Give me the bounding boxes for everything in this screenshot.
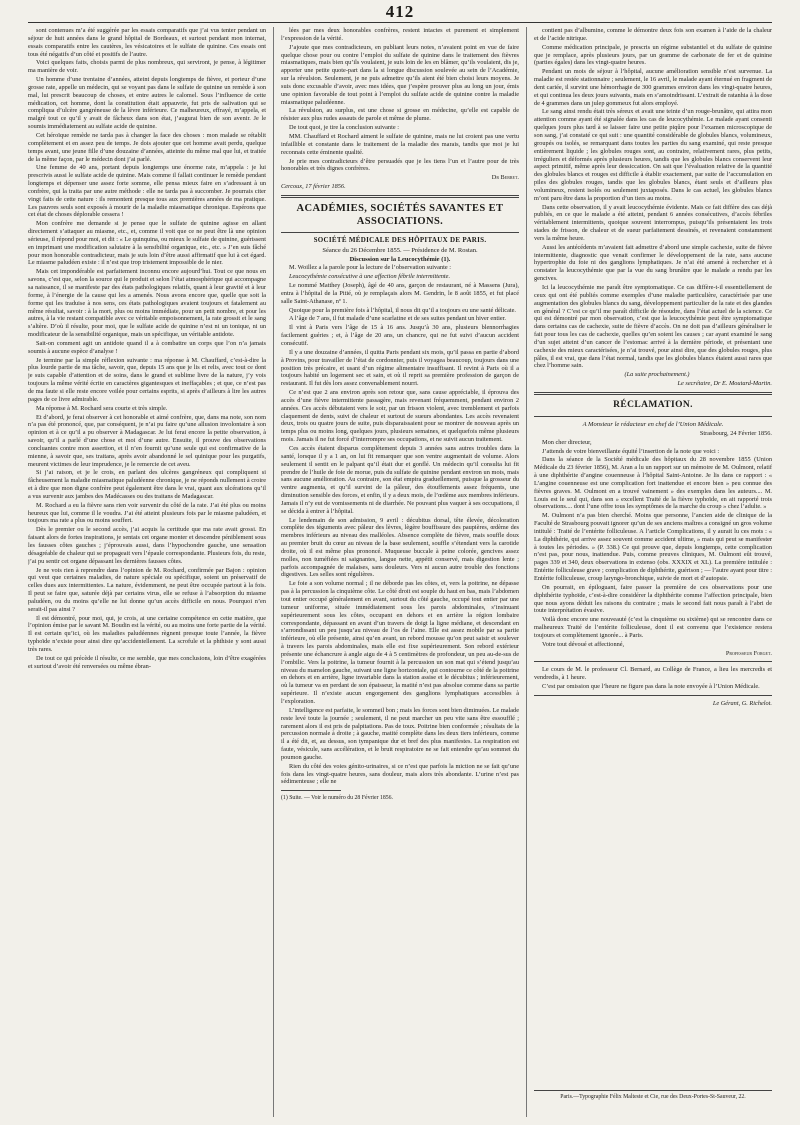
observation-body bbox=[281, 282, 519, 786]
paragraph: De tout ce qui précède il résulte, ce me semble, que mes conclusions, loin d’être exagérées et surtout d’avoir été renversées ou même ébran- bbox=[28, 654, 266, 670]
letter-salutation: Mon cher directeur, bbox=[542, 438, 592, 446]
header-rule bbox=[28, 22, 772, 23]
section-rule bbox=[534, 661, 772, 662]
letter-dateline: Strasbourg, 24 Février 1856. bbox=[699, 429, 772, 437]
letter-signature: Professeur Forget. bbox=[725, 649, 772, 657]
course-notice: Le cours de M. le professeur Cl. Bernard, au Collège de France, a lieu les mercredis et vendredis, à 1 heure. bbox=[534, 666, 772, 682]
intro-line: M. Woillez a la parole pour la lecture de l’observation suivante : bbox=[289, 264, 451, 272]
paragraph: M. Rochard a eu la fièvre sans rien voir survenir du côté de la rate. J’ai été plus ou moins heureux que lui, comme il le voudra. J’ai été atteint plusieurs fois par le miasme paludéen, et toujours ma rate a plus ou moins souffert. bbox=[28, 501, 266, 525]
paragraph: Il vint à Paris vers l’âge de 15 à 16 ans. Jusqu’à 30 ans, plusieurs blennorrhagies facilement guéries ; et, à l’âge de 20 ans, un chancre, qui ne fut suivi d’aucun accident consécutif. bbox=[281, 324, 519, 347]
paragraph: Une femme de 40 ans, portant depuis longtemps une énorme rate, m’appela : je lui prescrivis aussi le sulfate acide de quinine. Mais comme il fallait continuer le remède pendant longtemps et dépenser une assez forte somme, elle pensa mieux faire en s’adressant à un confrère, qui la traita par une autre méthode : elle ne tarda pas à succomber. Je pourrais citer vingt faits de cette nature : ils remontent presque tous aux premières années de ma pratique. Les pauvres seuls sont exposés à mourir de la maladie miasmatique chronique. Espérons que cet état de choses déplorable cessera ! bbox=[28, 164, 266, 219]
paragraph: Sait-on comment agit un antidote quand il a à combattre un corps que l’on n’a jamais soumis à aucune espèce d’analyse ! bbox=[28, 339, 266, 355]
author-signature: Dr Berret. bbox=[491, 174, 519, 182]
paragraph: Le foie a son volume normal ; il ne déborde pas les côtes, et, vers la poitrine, ne dépasse pas à la percussion la cinquième côte. Le côté droit est souple du haut en bas, mais l’abdomen tout entier occupé généralement en avant, surtout du côté gauche, occupé tout entier par une tumeur uniforme, située immédiatement sous les parois abdominales, s’insinuant supérieurement sous les côtes, occupant en dehors et en arrière la région lombaire correspondante, dépassant en avant d’un travers de doigt la ligne médiane, et descendant en s’arrondissant un peu jusqu’au niveau de l’os de l’aine. Elle est assez mobile par sa partie inférieure, où elle présente, ainsi qu’en avant, un rebord mousse qu’on peut saisir et soulever à travers les parois abdominales, mais elle est fixe supérieurement. Son rebord extérieur présente une échancrure à angle aigu de 4 à 5 centimètres de profondeur, un peu au-de-sus de l’ombilic. Vers la poitrine, la tumeur fournit à la percussion un son mat qui s’étend jusqu’au niveau du mamelon gauche, suivant une ligne horizontale, qui contourne ce côté de la poitrine en dehors et en arrière, ligne invariable dans la station assise et le décubitus ; inférieurement, où la tumeur va en perdant de son épaisseur, la matité n’est pas absolue comme dans sa partie supérieure. Il n’existe aucun engorgement des ganglions lymphatiques accessibles à l’exploration. bbox=[281, 580, 519, 705]
paragraph: Pendant un mois de séjour à l’hôpital, aucune amélioration sensible n’est survenue. La maladie est restée stationnaire ; seulement, le 16 avril, le malade ayant éternué en fragment de dent cariée, il survint une hémorrhagie de 300 grammes environ dans les vingt-quatre heures, et qui continua les deux jours suivants, mais en s’amoindrissant. L’extrait de ratanhia à la dose de 4 grammes dans un julep gommeux fut alors employé. bbox=[534, 68, 772, 107]
column-separator bbox=[273, 27, 274, 1117]
footer-rule bbox=[534, 1090, 772, 1091]
paragraph: M. Oulmont n’a pas bien cherché. Moins que personne, l’ancien aide de clinique de la Faculté de Strasbourg pouvait ignorer qu’un de ses anciens maîtres a consigné un gros volume intitulé : Traité de l’entérite folliculeuse. A l’article Complications, il y aurait lu ces mots : « La diphthérie, qui arrive assez souvent comme accident ultime, » mais qui peut se manifester à toutes les périodes. » (P. 338.) Ce qui prouve que, depuis longtemps, cette complication n’est pas, pour nous, inattendue. Puis, comme preuves cliniques, M. Oulmont eût trouvé, pages 339 et 340, deux observations in extenso (obs. XXXIX et XL). La première intitulée : Entérite folliculeuse grave ; complication de diphthérite, guérison ; — l’autre ayant pour titre : Entérite folliculeuse, croup laryngo-bronchique, suivie de mort et d’autopsie. bbox=[534, 512, 772, 582]
paragraph: J’ajoute que mes contradicteurs, en publiant leurs notes, n’avaient point en vue de faire quelque chose pour ou contre l’emploi du sulfate de quinine dans le traitement des fièvres miasmatiques, mais bien qu’ils voulaient, je suis loin de les en blâmer, qu’ils voulaient, dis je, apporter une petite quote-part dans la si longue discussion soulevée au sein de l’Académie, sur la révulsion. Seulement, je ne puis admettre qu’ils aient été bien choisi leurs moyens. Je suis donc excusable d’avoir, avec mes idées, que j’espère prouver plus au long un jour, émis une opinion favorable de tout point à l’emploi du sulfate acide de quinine contre la maladie miasmatique paludéenne. bbox=[281, 43, 519, 106]
paragraph: Je prie mes contradicteurs d’être persuadés que je les tiens l’un et l’autre pour de très honorables et très dignes confrères. bbox=[281, 157, 519, 173]
course-notice-note: C’est par omission que l’heure ne figure pas dans la note envoyée à l’Union Médicale. bbox=[542, 683, 760, 691]
paragraph: Votre tout dévoué et affectionné, bbox=[542, 640, 625, 648]
paragraph: Comme médication principale, je prescris un régime substantiel et du sulfate de quinine que je remplace, après plusieurs jours, par un gramme de carbonate de fer et de quinine (parties égales) dans les vingt-quatre heures. bbox=[534, 43, 772, 67]
footnote: (1) Suite. — Voir le numéro du 28 Février 1856. bbox=[281, 795, 394, 802]
section-rule bbox=[534, 392, 772, 395]
to-be-continued: (La suite prochainement.) bbox=[624, 371, 690, 379]
paragraph: Je termine par la simple réflexion suivante : ma réponse à M. Chauffard, c’est-à-dire la plus lourde partie de ma tâche, savoir, que, depuis 15 ans que je lis et relis, avec tout ce dont je suis capable d’attention et de soins, dans le grand et sublime livre de la nature, j’y vois toujours la même vérité écrite en caractères gigantesques et ineffaçables ; et que, ce n’est pas de ma faute si elle reste encore voilée pour certains esprits, si après d’ailleurs à lire les autres pages de ce livre admirable. bbox=[28, 356, 266, 403]
paragraph: Ici la leucocythémie me paraît être symptomatique. Ce cas diffère-t-il essentiellement de ceux qui ont été publiés comme exemples d’une maladie particulière, caractérisée par une augmentation des globules blancs du sang, développement particulier de la rate et des glandes en général ? C’est ce qu’il me paraît difficile de résoudre, dans l’état actuel de la science. Ce qui est démontré par mon observation, c’est que la leucocythémie peut être symptomatique dans certains cas de cachexie, suite de fièvre d’accès. On ne doit pas d’ailleurs généraliser le fait pour tous les cas de cachexie, quelles qu’en soient les causes ; car ayant examiné le sang d’un sujet atteint d’un cancer de l’estomac arrivé à la dernière période, et présentant une cachexie des mieux caractérisées, je n’ai trouvé, pour ainsi dire, que des globules rouges, plus pâles, il est vrai, que dans l’état normal, tandis que les globules blancs étaient aussi rares que chez l’homme sain. bbox=[534, 284, 772, 370]
paragraph: contient pas d’albumine, comme le démontre deux fois son examen à l’aide de la chaleur et de l’acide nitrique. bbox=[534, 27, 772, 42]
paragraph: Mais cet impondérable est parfaitement inconnu encore aujourd’hui. Tout ce que nous en savons, c’est que, selon la source qui le produit et selon l’état atmosphérique qui accompagne sa naissance, il se manifeste par des états pathologiques relatifs, quant à leur gravité et à leur forme, à l’énergie de la cause qui les a amenés. Nous avons encore que, quelle que soit la forme qui les traduise à nos sens, ces états pathologiques avaient toujours et fatalement au même résultat, savoir : à la mort, plus ou moins immédiate, pour un petit nombre, et pour les autres, à la vie restant compatible avec ce véritable empoisonnement, la rate grossit et le sang s’altère. D’où il résulte, pour moi, que le sulfate acide de quinine n’est ni un tonique, ni un modificateur de la sensibilité organique, mais un spécifique, un véritable antidote. bbox=[28, 268, 266, 339]
paragraph: Cet héroïque remède ne tarda pas à changer la face des choses : mon malade se rétablit complètement et en assez peu de temps. Je dois ajouter que cet homme avait perdu, quelque temps avant, une jeune fille d’une douzaine d’années, atteinte du même mal que lui, et traitée de la même façon, par le médecin dont j’ai parlé. bbox=[28, 131, 266, 163]
column-3 bbox=[534, 27, 772, 1037]
reclamation-title: RÉCLAMATION. bbox=[613, 399, 693, 410]
paragraph: Ma réponse à M. Rochard sera courte et très simple. bbox=[36, 404, 168, 412]
footnote-rule bbox=[281, 790, 341, 791]
paragraph: De tout quoi, je tire la conclusion suivante : bbox=[289, 124, 399, 132]
discussion-title: Discussion sur la Leucocythémie (1). bbox=[349, 255, 451, 263]
column-separator bbox=[526, 27, 527, 1117]
paragraph: Aussi les antécédents m’avaient fait admettre d’abord une simple cachexie, suite de fièvre intermittente, diagnostic que venait confirmer le développement de la rate, sans aucune hypertrophie du foie ni des ganglions lymphatiques. Je n’ai été amené à rechercher et à constater la leucocythémie que par la vue du sang brunâtre que le malade a rendu par les gencives. bbox=[534, 243, 772, 283]
paragraph: Si j’ai raison, et je le crois, en parlant des ulcères gangréneux qui compliquent si fâcheusement la maladie miasmatique paludéenne chronique, je ne réponds nullement à croire et à dire que mon digne confrère peut également être dans le vrai, quant aux ulcérations qu’il a vus survenir aux jambes des Madécasses ou des traitans de Madagascar. bbox=[28, 469, 266, 500]
paragraph: Ce n’est que 2 ans environ après son retour que, sans cause appréciable, il éprouva des accès d’une fièvre intermittente passagère, mais revenant fréquemment, pendant environ 2 années. Ces accès débutaient vers le soir, par un frisson violent, avec tremblement et parfois claquement de dents, suivi de chaleur et surtout de sueurs abondantes. Les accès revenaient deux, trois ou quatre jours de suite, puis disparaissaient pour se montrer de nouveau après un temps plus ou moins long, quelques jours, plusieurs semaines, et quelquefois même plusieurs mois. Jamais il ne fut forcé d’interrompre ses occupations, et ne suivit aucun traitement. bbox=[281, 389, 519, 444]
paragraph: La révulsion, au surplus, est une chose si grosse en médecine, qu’elle est capable de résister aux plus rudes assauts de parole et même de plume. bbox=[281, 107, 519, 123]
paragraph: Voici quelques faits, choisis parmi de plus nombreux, qui serviront, je pense, à légitimer ma manière de voir. bbox=[28, 59, 266, 75]
observation-continuation bbox=[534, 27, 772, 370]
paragraph: Rien du côté des voies génito-urinaires, si ce n’est que parfois la miction ne se fait qu’une fois dans les vingt-quatre heures, sans douleur, mais alors très abondante. L’urine n’est pas sédimenteuse ; elle ne bbox=[281, 762, 519, 786]
letter-heading: A Monsieur le rédacteur en chef de l’Union Médicale. bbox=[582, 420, 724, 428]
paragraph: Ces accès étaient disparus complètement depuis 3 années sans autres troubles dans la santé, lorsque il y a 1 an, on lui fit remarquer que son ventre augmentait de volume. Alors seulement il sentit en le palpant qu’il était dur et gonflé. Un médecin qu’il consulta lui fit prendre de l’huile de foie de morue, puis du sulfate de quinine pendant environ un mois, mais sans aucune amélioration. Au contraire, son état empira graduellement, puisque la grosseur du ventre augmenta, et qu’il survint de la pâleur, des étouffements assez fréquents, une diminution sensible des forces, et enfin, il y a deux mois, de l’œdème aux membres inférieurs. Jamais il n’y eut de vomissements ni de diarrhée. Ne pouvant plus vaquer à ses occupations, il se décida à entrer à l’hôpital. bbox=[281, 444, 519, 515]
column-1 bbox=[28, 27, 266, 1117]
article-continuation bbox=[281, 27, 519, 173]
paragraph: Le lendemain de son admission, 9 avril : décubitus dorsal, tête élevée, décoloration complète des téguments avec pâleur des lèvres, lègère bouffissure des paupières, œdème des membres inférieurs au niveau des malléoles. Absence complète de fièvre, mais souffle doux au premier bruit du cœur au niveau de la base seulement, souffle s’étendant vers la carotide droite, où il est même plus prononcé. Muqueuse buccale à peine colorée, gencives assez molles, non tuméfiées ni saignantes, langue nette, appétit conservé, mais digestion lente ; parfois accompagnée de malaises, sans douleurs. Vers ni aucun autre trouble des fonctions digestives. Les selles sont régulières. bbox=[281, 516, 519, 579]
paragraph: Un homme d’une trentaine d’années, atteint depuis longtemps de fièvre, et porteur d’une grosse rate, appelle un médecin, qui se voyant pas dans le sulfate de quinine un remède à son mal, lui prescrit beaucoup de choses, et entre autres le calomel. Sous l’influence de cette médication, cet homme, dont la constitution était appauvrie, fut pris de salivation qui se compliqua d’ulcère gangréneuse de la lèvre inférieure. Ce malheureux, effrayé, m’appela, et malgré tout ce qu’il y avait de fâcheux dans son état, j’augurai bien de son avenir. Je le soumis immédiatement au sulfate acide de quinine. bbox=[28, 76, 266, 131]
dateline: Cercoux, 17 février 1856. bbox=[281, 183, 346, 191]
section-rule bbox=[534, 695, 772, 696]
paragraph: Je ne vois rien à reprendre dans l’opinion de M. Rochard, confirmée par Bajon : opinion qui veut que certaines maladies, de nature spéciale ou spécifique, soient un préservatif de celles dues aux intermittentes. La nature, évidemment, ne peut être occupée partout à la fois. Il peut se faire que, saturée déjà par certains virus, elle se refuse à l’absorption du miasme paludéen, ou du moins qu’elle ne lui donne qu’un accès difficile en nous. Pourquoi n’en serait-il pas ainsi ? bbox=[28, 566, 266, 613]
observation-title: Leucocythémie consécutive à une affection fébrile intermittente. bbox=[289, 273, 451, 281]
paragraph: Quoique pour la première fois à l’hôpital, il nous dit qu’il a toujours eu une santé délicate. bbox=[289, 306, 516, 314]
page-number: 412 bbox=[385, 2, 415, 21]
paragraph: Il y a une douzaine d’années, il quitta Paris pendant six mois, qu’il passa en partie d’abord à Provins, pour travailler de l’état de cordonnier, puis il voyagea beaucoup, toujours dans une position très précaire, et usant d’un régime alimentaire insuffisant. Il revint à Paris où il a toujours habité un logement sec et sain, et où il reprit sa première profession de garçon de restaurant. Il fut dès lors assez convenablement nourri. bbox=[281, 348, 519, 388]
section-rule bbox=[281, 232, 519, 233]
gerant-signature: Le Gérant, G. Richelot. bbox=[712, 699, 772, 707]
paragraph: MM. Chauffard et Rochard aiment le sulfate de quinine, mais ne lui croient pas une vertu infaillible et constante dans le traitement de la maladie des marais, tandis que moi je lui reconnais cette éminente qualité. bbox=[281, 132, 519, 156]
paragraph: Et d’abord, je ferai observer à cet honorable et aimé confrère, que, dans ma note, son nom n’a pas été prononcé, que, par conséquent, je n’ai pu faire qu’une allusion involontaire à son opinion et à ce qu’il a pu observer à Madagascar. Je lui ferai encore la petite observation, à savoir, qu’il a parlé d’une chose et moi d’une autre. Ensuite, il prouve des observations concluantes contre mon assertion, et il n’en fournit qu’une seule qui est confirmative de la mienne, à savoir que, ses traitans, après avoir abandonné le sel quinique pour les purgatifs, meurent victimes de leur imprudence, je le remercie de cet aveu. bbox=[28, 413, 266, 468]
paragraph: lées par mes deux honorables confrères, restent intactes et purement et simplement l’expression de la vérité. bbox=[281, 27, 519, 42]
paragraph: Mon confrère me demande si je pense que le sulfate de quinine agisse en allant directement s’attaquer au miasme, etc., et, comme il voit que ce ne peut être là une opinion sérieuse, il répond pour moi, et dit : « Le quinquina, ou mieux le sulfate de quinine, guérissent en imprimant une modification salutaire à la sensibilité organique, etc., etc. » J’en suis fâché pour mon honorable contradicteur, mais je suis loin d’être aussi affirmatif que lui à cet égard. Le miasme paludéen existe : il n’est que trop tristement impossible de le nier. bbox=[28, 220, 266, 267]
paragraph: J’attends de votre bienveillante équité l’insertion de la note que voici : bbox=[542, 447, 720, 455]
section-rule bbox=[281, 195, 519, 198]
society-name: SOCIÉTÉ MÉDICALE DES HÔPITAUX DE PARIS. bbox=[313, 235, 487, 244]
paragraph: sont contenues m’a été suggérée par les essais comparatifs que j’ai vus tenter pendant un séjour de huit années dans le grand hôpital de Bordeaux, et surtout pendant mon internat, essais comparatifs entre les cautères, les vésicatoires et le sulfate de quinine. Ces essais ont tous été négatifs d’un côté et positifs de l’autre. bbox=[28, 27, 266, 58]
paragraph: Dès le premier ou le second accès, j’ai acquis la certitude que ma rate avait grossi. En faisant alors de fortes inspirations, je sentais cet organe monter et descendre péniblement sous les fausses côtes gauches ; j’éprouvais aussi, dans l’hypochondre gauche, une sensation désagréable de chaleur qui se propageait vers l’épaule correspondante. Plusieurs fois, du reste, j’ai pu sentir cet organe dépassant les dernières fausses côtes. bbox=[28, 526, 266, 565]
paragraph: Il est démontré, pour moi, qui, je crois, ai une certaine compétence en cette matière, que l’opinion émise par le savant M. Boudin est la vérité, ou au moins une forte partie de la vérité. Il est certain qu’ici, où les maladies paludéennes règnent presque toute l’année, la fièvre typhoïde n’existe pour ainsi dire qu’accidentellement. La scrofule et la phthisie y sont aussi très rares. bbox=[28, 614, 266, 653]
section-title: ACADÉMIES, SOCIÉTÉS SAVANTES ET ASSOCIATIONS. bbox=[296, 202, 504, 227]
letter-body bbox=[534, 448, 772, 649]
paragraph: Le sang ainsi rendu était très séreux et avait une teinte d’un rouge-brunâtre, qui attira mon attention comme ayant été signalée dans les cas de leucocythémie. Le malade ayant consenti quelques jours plus tard à se laisser faire une petite piqûre pour l’examen microscopique de son sang, j’ai constaté ce qui suit : une quantité considérable de globules blancs, volumineux, groupés ou isolés, se remarquant dans toutes les parties du sang examiné, qui reste presque entièrement liquide ; les globules rouges sont, au contraire, relativement rares, plus petits, irréguliers et déformés après plusieurs heures, tandis que les globules blancs conservent leur aspect primitif, même après leur dessiccation. On sait que l’évaluation relative de la quantité des globules blancs et rouges est difficile à établir exactement, par suite de l’accumulation en piles des globules rouges, tandis que les globules blancs, étant seuls et d’ailleurs plus volumineux, restent isolés ou seulement juxtaposés. Dans le cas actuel, les globules blancs m’ont paru être dans la proportion d’un tiers au moins. bbox=[534, 108, 772, 202]
column-2 bbox=[281, 27, 519, 1082]
paragraph: Le nommé Matthey (Joseph), âgé de 40 ans, garçon de restaurant, né à Massens (Jura), entra à l’hôpital de la Pitié, où je remplaçais alors M. Gendrin, le 8 août 1855, et fut placé salle Saint-Athanase, nº 1. bbox=[281, 282, 519, 305]
printer-line: Paris.—Typographie Félix Malteste et Cie, rue des Deux-Portes-St-Sauveur, 22. bbox=[560, 1094, 746, 1100]
paragraph: Dans cette observation, il y avait leucocythémie évidente. Mais ce fait diffère des cas déjà publiés, en ce que le malade a été atteint, pendant 6 années consécutives, d’accès fébriles véritablement intermittents, quoique souvent interrompus, puisqu’ils présentaient les trois stades de frisson, de chaleur et de sueur parfaitement dessinés, et revenaient constamment vers la même heure. bbox=[534, 203, 772, 242]
session-line: Séance du 26 Décembre 1855. — Présidence de M. Rostan. bbox=[322, 246, 478, 254]
paragraph: A l’âge de 7 ans, il fut malade d’une scarlatine et de ses suites pendant un hiver entier. bbox=[289, 315, 506, 323]
section-rule bbox=[534, 416, 772, 417]
paragraph: Voilà donc encore une nouveauté (c’est la cinquième ou sixième) qui se rencontre dans ce malheureux Traité de l’entérite folliculeuse, dont il est convenu que l’existence restera toujours et complètement ignorée... à Paris. bbox=[534, 616, 772, 639]
paragraph: Dans la séance de la Société médicale des hôpitaux du 28 novembre 1855 (Union Médicale du 23 février 1856), M. Aran a lu un rapport sur un mémoire de M. Oulmont, relatif à une diphthérite d’angine couenneuse à l’hôpital Saint-Antoine. Je lis dans ce rapport : « L’angine couenneuse est une complication fort inattendue et encore bien » peu connue des fièvres graves. M. Oulmont en a trouvé vainement » des exemples dans les auteurs.... M. Louis est le seul qui, dans son » excellent Traité de la fièvre typhoïde, en ait rapporté trois observations.... dont l’une offre tous les symptômes de la marche du croup » chez l’adulte. » bbox=[534, 456, 772, 511]
paragraph: L’intelligence est parfaite, le sommeil bon ; mais les forces sont bien diminuées. Le malade reste levé toute la journée ; seulement, il ne peut marcher un peu vite sans être essoufflé ; rarement alors il est pris de palpitations. Pas de toux. Poitrine bien conformée ; résultats de la percussion normale à droite ; à gauche, matité complète dans les deux tiers inférieurs, comme il a été dit, et, au dessus, son tympanique dur et bref des plus manifestes. La respiration est faute, vésicule, sans accélération, et le bruit respiratoire ne se fait entendre qu’au sommet du poumon gauche. bbox=[281, 706, 519, 761]
paragraph: On pourrait, en épiloguant, faire passer la première de ces observations pour une diphthérite typhoïde, c’est-à-dire considérer la diphthérite comme l’affection principale, bien que nous ayons déduit les raisons du contraire ; mais le second fait nous paraît à l’abri de toute interprétation évasive. bbox=[534, 583, 772, 615]
secretary-signature: Le secrétaire, Dr E. Moutard-Martin. bbox=[677, 380, 772, 388]
